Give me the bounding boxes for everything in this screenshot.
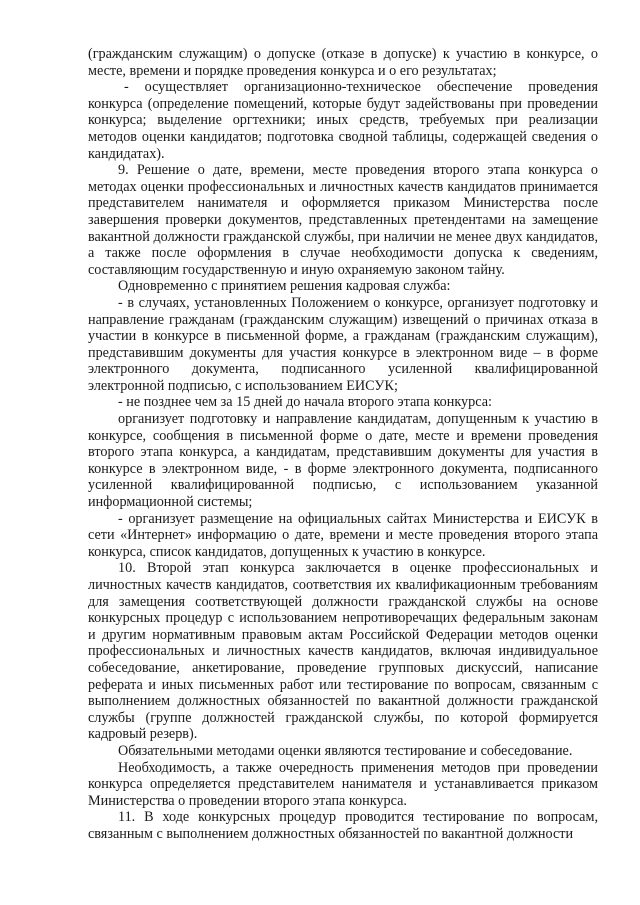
paragraph-item-10-second-stage-assessment: 10. Второй этап конкурса заключается в оценке профессиональных и личностных качеств кандидатов, соответствия их квалификационным требованиям для замещения соответствующей должности гражданской службы на основе конкурсных процедур с использованием непротиворечащих федеральным законам и другим нормативным правовым актам Российской Федерации методов оценки профессиональных и личностных качеств кандидатов, включая индивидуальное собеседование, анкетирование, проведение групповых дискуссий, написание реферата и иных письменных работ или тестирование по вопросам, связанным с выполнением должностных обязанностей по вакантной должности гражданской службы (группе должностей гражданской службы, по которой формируется кадровый резерв). [88,560,598,743]
paragraph-item-9-second-stage-decision: 9. Решение о дате, времени, месте проведения второго этапа конкурса о методах оценки профессиональных и личностных качеств кандидатов принимается представителем нанимателя и оформляется приказом Министерства после завершения проверки документов, представленных претендентами на замещение вакантной должности гражданской службы, при наличии не менее двух кандидатов, а также после оформления в случае необходимости допуска к сведениям, составляющим государственную и иную охраняемую законом тайну. [88,162,598,278]
paragraph-internet-publication: - организует размещение на официальных сайтах Министерства и ЕИСУК в сети «Интернет» информацию о дате, времени и месте проведения второго этапа конкурса, список кандидатов, допущенных к участию в конкурсе. [88,510,598,560]
paragraph-hr-service-duties-intro: Одновременно с принятием решения кадровая служба: [118,278,451,295]
document-page [88,46,598,843]
paragraph-organizational-support: - осуществляет организационно-техническое обеспечение проведения конкурса (определение помещений, которые будут задействованы при проведении конкурса; выделение оргтехники; иных средств, требуемых при реализации методов оценки кандидатов; подготовка сводной таблицы, содержащей сведения о кандидатах). [88,79,598,162]
paragraph-refusal-notices: - в случаях, установленных Положением о конкурсе, организует подготовку и направление гражданам (гражданским служащим) извещений о причинах отказа в участии в конкурсе в письменной форме, а гражданам (гражданским служащим), представившим документы для участия конкурсе в электронном виде – в форме электронного документа, подписанного усиленной квалифицированной электронной подписью, с использованием ЕИСУК; [88,294,598,394]
paragraph-item-11-testing: 11. В ходе конкурсных процедур проводится тестирование по вопросам, связанным с выполнением должностных обязанностей по вакантной должности [88,809,598,842]
paragraph-admission-notice-continuation: (гражданским служащим) о допуске (отказе в допуске) к участию в конкурсе, о месте, времени и порядке проведения конкурса и о его результатах; [88,46,598,79]
paragraph-candidate-notifications: организует подготовку и направление кандидатам, допущенным к участию в конкурсе, сообщения в письменной форме о дате, месте и времени проведения второго этапа конкурса, а кандидатам, представившим документы для участия в конкурсе в электронном виде, - в форме электронного документа, подписанного усиленной квалифицированной подписью, с использованием указанной информационной системы; [88,411,598,511]
paragraph-15-days-deadline: - не позднее чем за 15 дней до начала второго этапа конкурса: [118,394,492,411]
paragraph-methods-order: Необходимость, а также очередность применения методов при проведении конкурса определяется представителем нанимателя и устанавливается приказом Министерства о проведении второго этапа конкурса. [88,759,598,809]
paragraph-mandatory-methods: Обязательными методами оценки являются тестирование и собеседование. [118,742,573,759]
